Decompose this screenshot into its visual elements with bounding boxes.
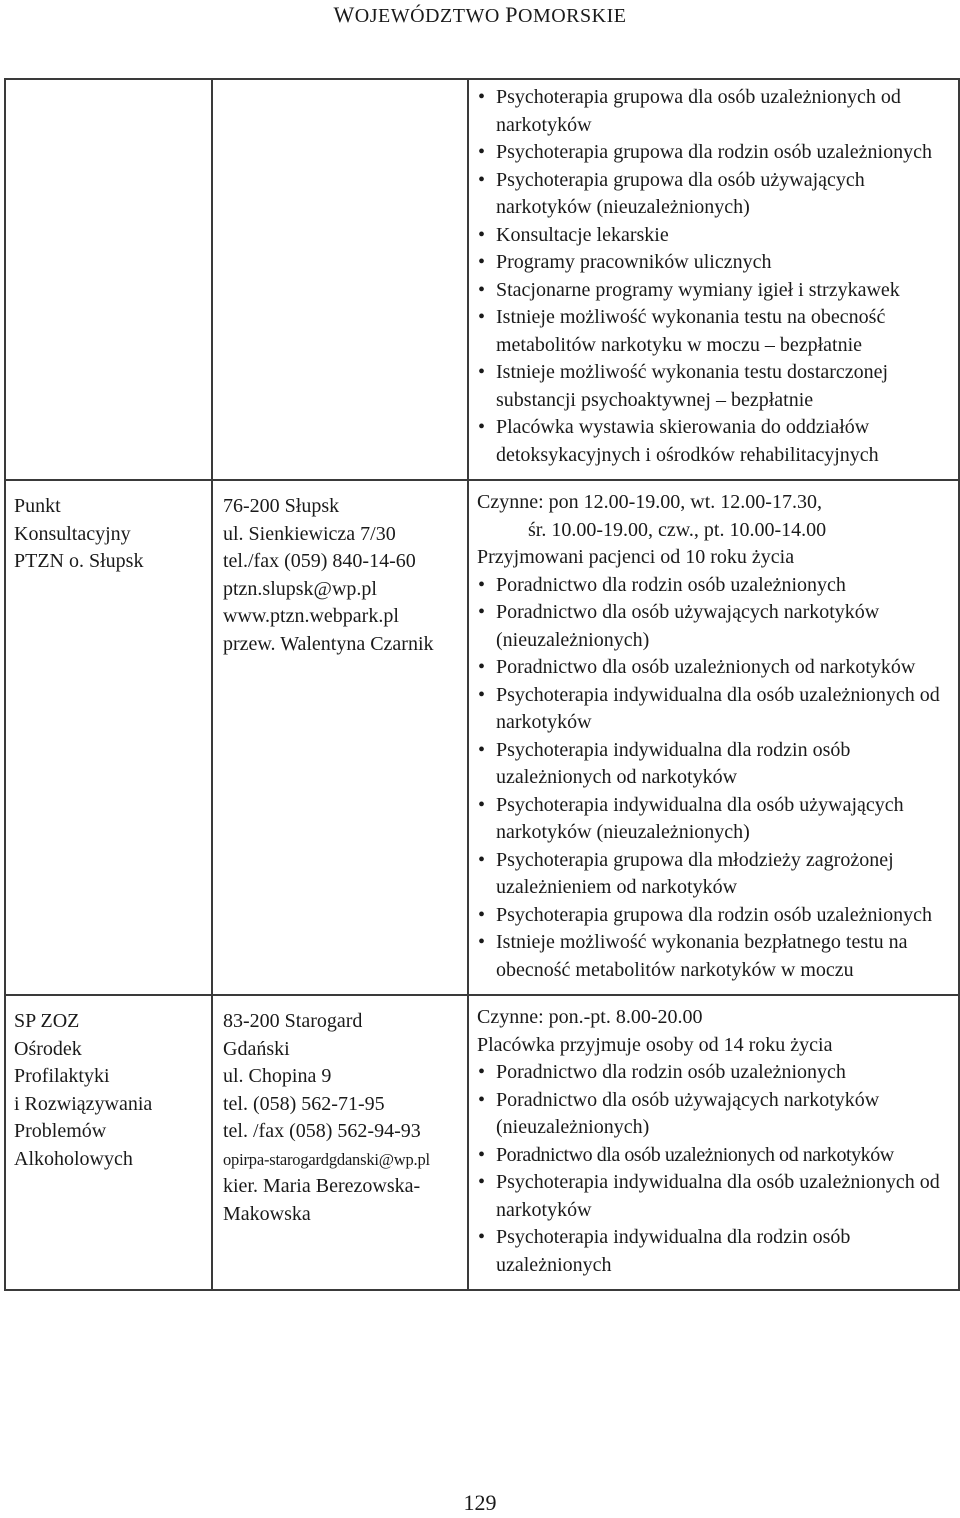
- page-number: 129: [463, 1490, 497, 1515]
- admission-info: Placówka przyjmuje osoby od 14 roku życia: [477, 1033, 833, 1056]
- facility-name-line: Ośrodek: [14, 1037, 82, 1060]
- opening-hours: Czynne: pon 12.00-19.00, wt. 12.00-17.30,: [477, 491, 822, 513]
- facility-name-line: Punkt: [14, 495, 61, 517]
- opening-hours: śr. 10.00-19.00, czw., pt. 10.00-14.00: [528, 518, 827, 541]
- facility-name-line: SP ZOZ: [14, 1010, 80, 1032]
- email-link[interactable]: ptzn.slupsk@wp.pl: [223, 577, 377, 600]
- email-link[interactable]: opirpa-starogardgdanski@wp.pl: [223, 1149, 430, 1169]
- list-item: • Istnieje możliwość wykonania testu na obecność metabolitów narkotyku w moczu – bezpłatnie: [477, 304, 956, 359]
- list-item: • Konsultacje lekarskie: [477, 222, 956, 250]
- facility-name-cell: [5, 79, 212, 480]
- header-initial-p: P: [505, 2, 519, 27]
- list-item: • Psychoterapia indywidualna dla osób używających narkotyków (nieuzależnionych): [477, 792, 956, 847]
- list-item: • Istnieje możliwość wykonania bezpłatnego testu na obecność metabolitów narkotyków w moczu: [477, 929, 956, 984]
- list-item: • Poradnictwo dla osób używających narkotyków (nieuzależnionych): [477, 1087, 956, 1142]
- facility-services-cell: [468, 79, 959, 480]
- facility-services-cell: [468, 995, 959, 1290]
- list-item: • Psychoterapia grupowa dla rodzin osób uzależnionych: [477, 902, 956, 930]
- list-item: • Poradnictwo dla osób uzależnionych od narkotyków: [477, 654, 956, 682]
- list-item: • Programy pracowników ulicznych: [477, 249, 956, 277]
- opening-hours: Czynne: pon.-pt. 8.00-20.00: [477, 1006, 703, 1028]
- table-row: [5, 995, 959, 1290]
- facility-name-cell: [5, 995, 212, 1290]
- page-header: [0, 0, 960, 30]
- list-item: • Stacjonarne programy wymiany igieł i strzykawek: [477, 277, 956, 305]
- contact-person: przew. Walentyna Czarnik: [223, 632, 434, 655]
- facility-name-line: PTZN o. Słupsk: [14, 550, 144, 572]
- address-line: ul. Sienkiewicza 7/30: [223, 522, 396, 545]
- services-list: [477, 572, 956, 985]
- header-word-1: OJEWÓDZTWO: [354, 5, 500, 27]
- phone-line: tel. /fax (058) 562-94-93: [223, 1120, 421, 1142]
- facility-name-line: i Rozwiązywania: [14, 1092, 153, 1115]
- facility-name-line: Konsultacyjny: [14, 522, 131, 545]
- table-row: [5, 480, 959, 995]
- list-item: • Psychoterapia indywidualna dla rodzin osób uzależnionych: [477, 1224, 956, 1279]
- facility-name-cell: [5, 480, 212, 995]
- facility-name-line: Profilaktyki: [14, 1065, 110, 1087]
- list-item: • Poradnictwo dla rodzin osób uzależnionych: [477, 1059, 956, 1087]
- facility-address-cell: [212, 79, 468, 480]
- facility-address-cell: [212, 995, 468, 1290]
- address-line: 83-200 Starogard: [223, 1010, 363, 1032]
- phone-line: tel. (058) 562-71-95: [223, 1092, 385, 1115]
- list-item: • Psychoterapia indywidualna dla rodzin osób uzależnionych od narkotyków: [477, 737, 956, 792]
- facility-name-line: Alkoholowych: [14, 1147, 133, 1170]
- facility-address-cell: [212, 480, 468, 995]
- address-line: Gdański: [223, 1037, 290, 1060]
- list-item: • Poradnictwo dla osób używających narkotyków (nieuzależnionych): [477, 599, 956, 654]
- contact-person: kier. Maria Berezowska-: [223, 1175, 421, 1197]
- admission-info: Przyjmowani pacjenci od 10 roku życia: [477, 546, 795, 568]
- list-item: • Psychoterapia grupowa dla młodzieży zagrożonej uzależnieniem od narkotyków: [477, 847, 956, 902]
- contact-person: Makowska: [223, 1202, 311, 1225]
- list-item: • Psychoterapia grupowa dla rodzin osób uzależnionych: [477, 139, 956, 167]
- facility-name-line: Problemów: [14, 1120, 107, 1142]
- list-item: • Psychoterapia indywidualna dla osób uzależnionych od narkotyków: [477, 682, 956, 737]
- list-item: • Psychoterapia indywidualna dla osób uzależnionych od narkotyków: [477, 1169, 956, 1224]
- facility-services-cell: [468, 480, 959, 995]
- header-initial-w: W: [333, 2, 355, 27]
- list-item: • Poradnictwo dla rodzin osób uzależnionych: [477, 572, 956, 600]
- list-item: • Psychoterapia grupowa dla osób używających narkotyków (nieuzależnionych): [477, 167, 956, 222]
- services-list: [477, 1059, 956, 1279]
- list-item: • Poradnictwo dla osób uzależnionych od narkotyków: [477, 1142, 956, 1170]
- list-item: • Psychoterapia grupowa dla osób uzależnionych od narkotyków: [477, 84, 956, 139]
- address-line: 76-200 Słupsk: [223, 495, 340, 517]
- address-line: ul. Chopina 9: [223, 1065, 332, 1087]
- services-list: [477, 84, 956, 469]
- website-link[interactable]: www.ptzn.webpark.pl: [223, 605, 399, 627]
- header-word-2: OMORSKIE: [518, 5, 627, 27]
- phone-line: tel./fax (059) 840-14-60: [223, 550, 416, 572]
- table-row: [5, 79, 959, 480]
- facilities-table: [4, 78, 960, 1291]
- list-item: • Placówka wystawia skierowania do oddziałów detoksykacyjnych i ośrodków rehabilitacyjnych: [477, 414, 956, 469]
- list-item: • Istnieje możliwość wykonania testu dostarczonej substancji psychoaktywnej – bezpłatnie: [477, 359, 956, 414]
